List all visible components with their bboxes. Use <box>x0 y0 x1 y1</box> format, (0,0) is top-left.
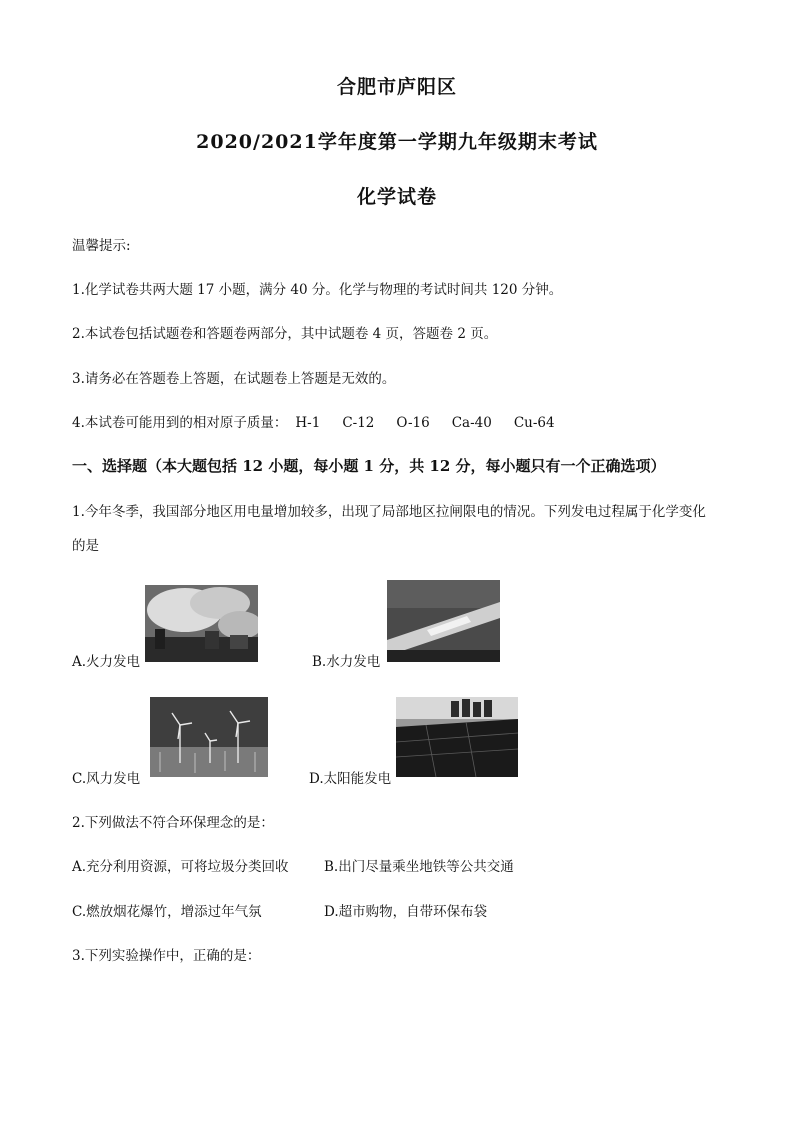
q2-option-b: B.出门尽量乘坐地铁等公共交通 <box>324 859 514 875</box>
q1-option-d: D.太阳能发电 <box>309 771 392 787</box>
subject-title: 化学试卷 <box>356 186 437 208</box>
atomic-mass-h: H-1 <box>295 415 321 431</box>
q2-stem: 2.下列做法不符合环保理念的是： <box>72 815 274 831</box>
district-title: 合肥市庐阳区 <box>336 76 457 98</box>
atomic-mass-cu: Cu-64 <box>513 415 555 431</box>
q1-option-c: C.风力发电 <box>72 771 141 787</box>
notice-item-1: 1.化学试卷共两大题 17 小题，满分 40 分。化学与物理的考试时间共 120 分钟。 <box>72 282 563 298</box>
hydro-power-photo <box>387 580 500 662</box>
notice-heading: 温馨提示: <box>72 238 131 254</box>
q2-option-d: D.超市购物，自带环保布袋 <box>324 904 488 920</box>
q1-option-b: B.水力发电 <box>312 654 381 670</box>
notice-item-4 <box>72 411 577 431</box>
q3-stem: 3.下列实验操作中，正确的是： <box>72 948 261 964</box>
notice-item-3: 3.请务必在答题卷上答题，在试题卷上答题是无效的。 <box>72 371 396 387</box>
notice-item-2: 2.本试卷包括试题卷和答题卷两部分，其中试题卷 4 页，答题卷 2 页。 <box>72 326 498 342</box>
notice-item-4-prefix: 4.本试卷可能用到的相对原子质量： <box>72 415 288 431</box>
q2-option-c: C.燃放烟花爆竹，增添过年气氛 <box>72 904 262 920</box>
q1-stem-line-1: 1.今年冬季，我国部分地区用电量增加较多，出现了局部地区拉闸限电的情况。下列发电过程属于化学变化 <box>72 504 706 520</box>
q1-option-a: A.火力发电 <box>72 654 141 670</box>
atomic-mass-ca: Ca-40 <box>451 415 492 431</box>
atomic-mass-c: C-12 <box>342 415 375 431</box>
wind-power-photo <box>150 697 268 777</box>
solar-power-photo <box>396 697 518 777</box>
section-1-title: 一、选择题（本大题包括 12 小题，每小题 1 分，共 12 分，每小题只有一个正确选项） <box>72 457 666 475</box>
q1-stem-line-2: 的是 <box>72 538 99 554</box>
q2-option-a: A.充分利用资源，可将垃圾分类回收 <box>72 859 289 875</box>
thermal-power-photo <box>145 585 258 662</box>
exam-title: 2020/2021学年度第一学期九年级期末考试 <box>196 131 598 153</box>
atomic-mass-o: O-16 <box>396 415 430 431</box>
